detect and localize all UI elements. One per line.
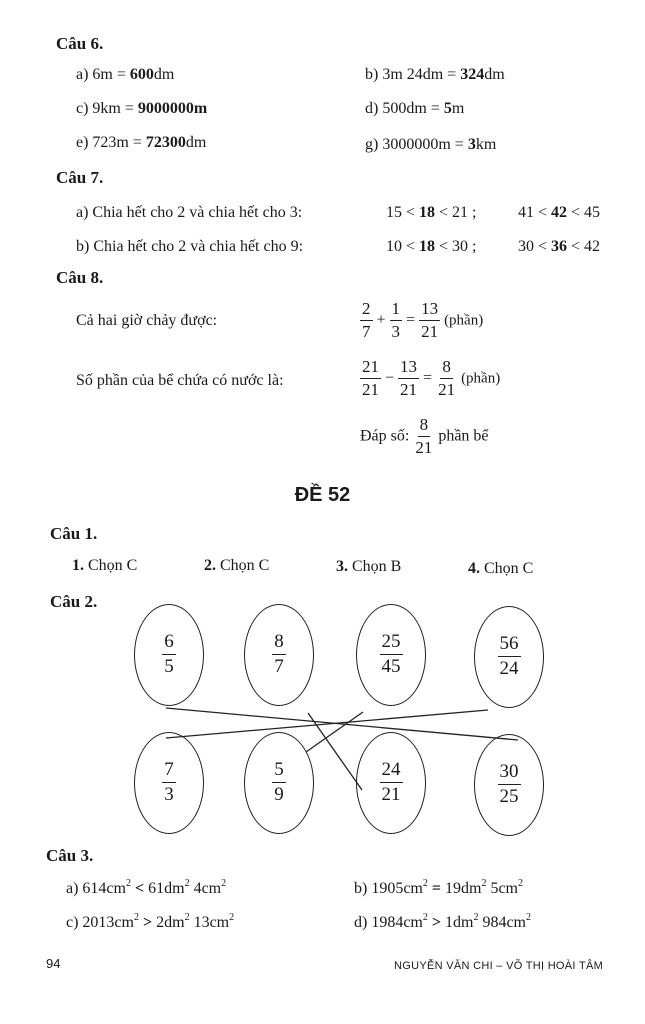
cau1-choice-4: 4. Chọn C	[468, 560, 534, 577]
oval-bottom-1	[134, 732, 204, 834]
cau6-g: g) 3000000m = 3km	[365, 136, 497, 153]
cau7-a-ineq2: 41 < 42 < 45	[518, 204, 601, 221]
fraction: $\frac{56}{24}$	[499, 633, 519, 679]
oval-bottom-3	[356, 732, 426, 834]
cau8-answer: Đáp số: $\frac{8}{21}$ phần bể	[360, 415, 489, 457]
de52-cau2-heading: Câu 2.	[50, 592, 98, 611]
cau6-a: a) 6m = 600dm	[76, 66, 175, 83]
fraction: $\frac{13}{21}$	[421, 299, 439, 341]
fraction: $\frac{8}{21}$	[438, 357, 456, 399]
fraction: $\frac{5}{9}$	[274, 759, 284, 805]
cau7-a-label: a) Chia hết cho 2 và chia hết cho 3:	[76, 204, 303, 221]
section-title: ĐỀ 52	[294, 484, 351, 506]
cau7-b-label: b) Chia hết cho 2 và chia hết cho 9:	[76, 238, 304, 255]
cau7-b-ineq1: 10 < 18 < 30 ;	[386, 238, 477, 255]
match-line-25-45-to-5-9	[306, 712, 363, 752]
cau7-a-ineq1: 15 < 18 < 21 ;	[386, 204, 477, 221]
cau3-d: d) $1984cm^2 > 1dm^2$ $984cm^2$	[354, 912, 531, 931]
oval-top-4	[474, 606, 544, 708]
cau6-c: c) 9km = 9000000m	[76, 100, 208, 117]
oval-top-3	[356, 604, 426, 706]
fraction: $\frac{30}{25}$	[499, 761, 519, 807]
cau6-heading: Câu 6.	[56, 34, 104, 53]
cau8-line2-text: Số phần của bể chứa có nước là:	[76, 372, 284, 389]
fraction: $\frac{2}{7}$	[362, 299, 371, 341]
oval-top-1	[134, 604, 204, 706]
de52-cau1-heading: Câu 1.	[50, 524, 98, 543]
cau8-line2-expr: $\frac{21}{21}$ − $\frac{13}{21}$ = $\frac{8}{21}$ (phần)	[362, 357, 501, 399]
oval-bottom-2	[244, 732, 314, 834]
cau6-e: e) 723m = 72300dm	[76, 134, 207, 151]
cau8-heading: Câu 8.	[56, 268, 104, 287]
cau6-d: d) 500dm = 5m	[365, 100, 465, 117]
fraction: $\frac{8}{7}$	[274, 631, 284, 677]
cau1-choice-1: 1. Chọn C	[72, 557, 138, 574]
page-number: 94	[46, 956, 61, 971]
fraction: $\frac{25}{45}$	[381, 631, 401, 677]
cau3-b: b) $1905cm^2 = 19dm^2$ $5cm^2$	[354, 878, 523, 897]
de52-cau3-heading: Câu 3.	[46, 846, 94, 865]
match-line-56-24-to-7-3	[166, 710, 488, 738]
fraction: $\frac{8}{21}$	[415, 415, 433, 457]
oval-top-2	[244, 604, 314, 706]
fraction: $\frac{21}{21}$	[362, 357, 379, 399]
fraction: $\frac{1}{3}$	[391, 299, 401, 341]
cau7-b-ineq2: 30 < 36 < 42	[518, 238, 601, 255]
cau3-c: c) $2013cm^2 > 2dm^2$ $13cm^2$	[66, 912, 235, 931]
fraction: $\frac{24}{21}$	[381, 759, 401, 805]
cau8-line1-expr: $\frac{2}{7}$ + $\frac{1}{3}$ = $\frac{13}{21}$ (phần)	[362, 299, 484, 341]
oval-bottom-4	[474, 734, 544, 836]
fraction: $\frac{13}{21}$	[400, 357, 418, 399]
match-line-6-5-to-30-25	[166, 708, 518, 740]
footer-authors: NGUYỄN VĂN CHI – VÕ THỊ HOÀI TÂM	[394, 960, 604, 972]
cau6-b: b) 3m 24dm = 324dm	[365, 66, 505, 83]
cau1-choice-3: 3. Chọn B	[336, 558, 402, 575]
cau1-choice-2: 2. Chọn C	[204, 557, 270, 574]
fraction: $\frac{7}{3}$	[164, 759, 174, 805]
cau8-line1-text: Cả hai giờ chảy được:	[76, 312, 218, 329]
fraction: $\frac{6}{5}$	[164, 631, 174, 677]
cau3-a: a) $614cm^2 < 61dm^2$ $4cm^2$	[66, 878, 227, 897]
cau7-heading: Câu 7.	[56, 168, 104, 187]
